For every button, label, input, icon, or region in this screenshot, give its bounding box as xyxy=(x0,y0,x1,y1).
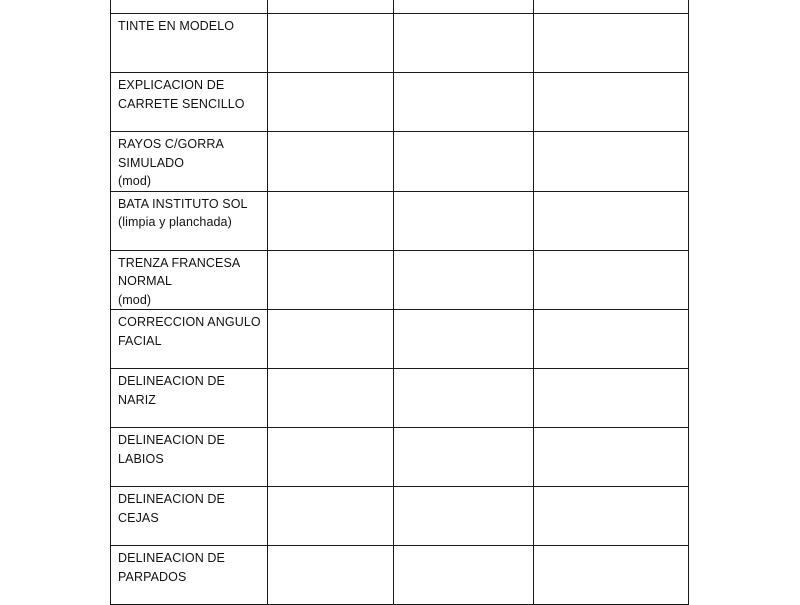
grade-cell xyxy=(534,14,689,73)
grade-cell xyxy=(534,546,689,605)
grade-cell xyxy=(534,132,689,192)
table-row xyxy=(111,546,689,605)
row-label-cell xyxy=(111,250,268,310)
row-label-cell xyxy=(111,191,268,250)
row-label: DELINEACION DE CEJAS xyxy=(118,492,225,525)
grade-cell xyxy=(534,369,689,428)
grade-cell xyxy=(394,369,534,428)
grade-cell xyxy=(394,0,534,14)
grade-cell xyxy=(394,191,534,250)
grade-cell xyxy=(268,310,394,369)
table-row xyxy=(111,250,689,310)
row-label-cell xyxy=(111,369,268,428)
grade-cell xyxy=(534,428,689,487)
table-row xyxy=(111,132,689,192)
grade-cell xyxy=(268,487,394,546)
grade-cell xyxy=(394,428,534,487)
table-row xyxy=(111,428,689,487)
grade-cell xyxy=(394,14,534,73)
grade-cell xyxy=(268,369,394,428)
row-label: DELINEACION DE NARIZ xyxy=(118,374,225,407)
grade-cell xyxy=(394,250,534,310)
grade-cell xyxy=(268,546,394,605)
table-row xyxy=(111,73,689,132)
grade-cell xyxy=(534,487,689,546)
grade-cell xyxy=(534,0,689,14)
row-label-cell xyxy=(111,487,268,546)
row-label-cell xyxy=(111,546,268,605)
table-row xyxy=(111,14,689,73)
grade-cell xyxy=(394,73,534,132)
grade-cell xyxy=(394,546,534,605)
row-label-cell xyxy=(111,73,268,132)
grade-cell xyxy=(268,0,394,14)
row-label: RAYOS C/GORRA SIMULADO (mod) xyxy=(118,137,224,188)
table-row xyxy=(111,191,689,250)
row-label-cell xyxy=(111,132,268,192)
row-label: DELINEACION DE PARPADOS xyxy=(118,551,225,584)
grade-cell xyxy=(534,191,689,250)
grade-cell xyxy=(268,250,394,310)
grade-cell xyxy=(268,191,394,250)
table-row xyxy=(111,310,689,369)
row-label: TRENZA FRANCESA NORMAL (mod) xyxy=(118,255,241,307)
table-row xyxy=(111,487,689,546)
grade-cell xyxy=(268,14,394,73)
row-label: BATA INSTITUTO SOL (limpia y planchada) xyxy=(118,196,248,229)
grade-cell xyxy=(268,73,394,132)
grade-cell xyxy=(394,487,534,546)
row-label: CORRECCION ANGULO FACIAL xyxy=(118,315,261,348)
row-label-cell xyxy=(111,428,268,487)
table-row xyxy=(111,0,689,14)
row-label: EXPLICACION DE CARRETE SENCILLO xyxy=(118,78,245,111)
grade-cell xyxy=(268,428,394,487)
grade-cell xyxy=(534,310,689,369)
grade-cell xyxy=(394,310,534,369)
row-label-cell xyxy=(111,310,268,369)
row-label: TINTE EN MODELO xyxy=(118,19,235,33)
row-label-cell xyxy=(111,14,268,73)
grade-cell xyxy=(534,73,689,132)
evaluation-table xyxy=(110,0,689,605)
row-label-cell xyxy=(111,0,268,14)
row-label: DELINEACION DE LABIOS xyxy=(118,433,225,466)
grade-cell xyxy=(268,132,394,192)
grade-cell xyxy=(534,250,689,310)
grade-cell xyxy=(394,132,534,192)
table-row xyxy=(111,369,689,428)
